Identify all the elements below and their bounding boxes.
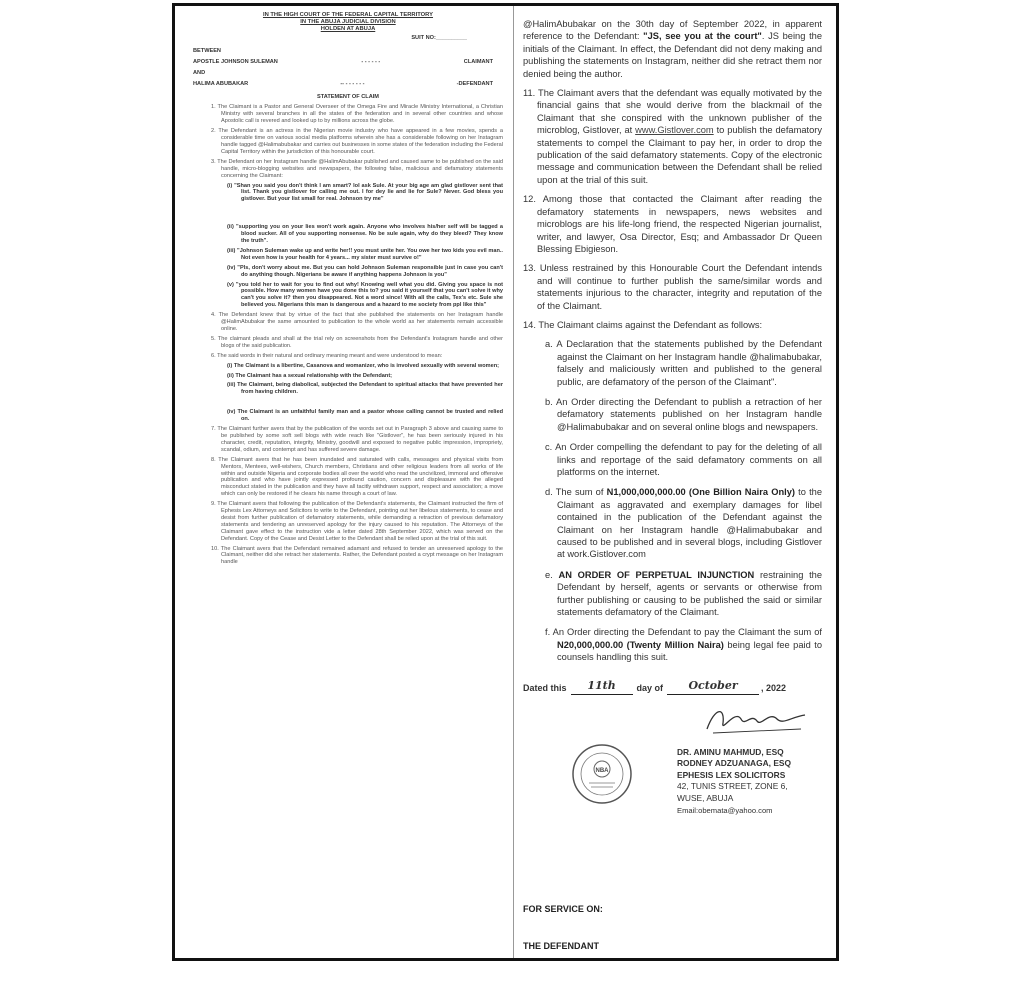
- defendant-name: HALIMA ABUBAKAR: [193, 80, 249, 87]
- statement-of-claim-title: STATEMENT OF CLAIM: [317, 93, 379, 100]
- year-label: , 2022: [761, 683, 787, 694]
- paragraph-3: 3. The Defendant on her Instagram handle @HalimAbubakar published and caused same to be published on the said handle, micro-blogging websites and newspapers, the following false, malicious and defamatory statements concerning the Claimant:: [211, 158, 503, 179]
- quote-5: (v) "you told her to wait for you to find out why! Knowing well what you did. Giving you space is not possible. How many women have you done this to? you said it yourself that you can't solve it why can't you solve it? then you disappeared. Not a word since! With all the calls, Tex's etc. Sule she believed you. Nigerians this man is dangerous and a hazard to me society from ppl like this": [227, 281, 503, 309]
- claim-a: a. A Declaration that the statements published by the Defendant against the Claimant on her Instagram handle @halimabubakar, falsely and maliciously written and published to the general public, are defamatory of the person of the Claimant".: [545, 339, 822, 387]
- and-label: AND: [193, 69, 206, 76]
- claimant-name: APOSTLE JOHNSON SULEMAN: [193, 58, 278, 65]
- gistlover-link: www.Gistlover.com: [635, 125, 714, 136]
- day-handwritten: 11th: [587, 679, 616, 693]
- day-of-label: day of: [636, 683, 664, 694]
- paragraph-7: 7. The Claimant further avers that by the publication of the words set out in Paragraph 3 above and causing same to be published by some soft sell blogs with wide reach like "Gistlover", he has been seriously injured in his character, credit, reputation, integrity, Ministry, goodwill and exposed to negative public impression, impropriety, scandal, odium, and contempt and has suffered severe damage.: [211, 426, 503, 453]
- address-line-2: WUSE, ABUJA: [677, 793, 734, 804]
- claimant-role: CLAIMANT: [463, 58, 493, 65]
- email: Email:obemata@yahoo.com: [677, 805, 773, 815]
- court-title-line3: HOLDEN AT ABUJA: [320, 26, 376, 32]
- defendant-party: [193, 81, 503, 88]
- law-firm: EPHESIS LEX SOLICITORS: [677, 769, 786, 780]
- quote-3: (iii) "Johnson Suleman wake up and write her!! you must unite her. You owe her two kids you evil man.. Not even how is your health for 4 years... my sister must survive o!": [227, 247, 503, 261]
- paragraph-5: 5. The claimant pleads and shall at the trial rely on screenshots from the Defendant's Instagram handle and other blogs of the said publication.: [211, 335, 503, 349]
- month-handwritten: October: [688, 679, 738, 693]
- signature-scribble-icon: [701, 703, 811, 737]
- quote-4: (iv) "Pls, don't worry about me. But you can hold Johnson Suleman responsible just in case you can't do anything though. Nigerians be aware if anything happens Johnson is you": [227, 264, 503, 278]
- the-defendant-label: THE DEFENDANT: [523, 941, 599, 951]
- court-title-line1: IN THE HIGH COURT OF THE FEDERAL CAPITAL TERRITORY: [262, 12, 434, 18]
- between-label: BETWEEN: [193, 47, 221, 54]
- paragraph-12: 12. Among those that contacted the Claimant after reading the defamatory statements in newspapers, news websites and microblogs are his life-long friend, the respected Nigerian journalist, writer, and lawyer, Osa Director, Esq; and Ambassador Dr Queen Blessing Ebigieson.: [523, 194, 822, 254]
- court-title-line2: IN THE ABUJA JUDICIAL DIVISION: [300, 19, 396, 25]
- paragraph-8: 8. The Claimant avers that he has been inundated and saturated with calls, messages and physical visits from Mentors, Mentees, well-wishers, Church members, Christians and other religious leaders from all works of life within and outside Nigeria and corporate bodies all over the world who read the uncivilized, immoral and offensive publication and who have jointly expressed profound caution, concern and displeasure with the alleged misconduct stated in the publication and they have all tacitly withdrawn support, respect and association; a move which can only be restored if he clears his name through a court of law.: [211, 456, 503, 498]
- claimant-party: [193, 59, 503, 66]
- quote-1: (i) "Shan you said you don't think I am smart? lol ask Sule. At your big age am glad gistlover sent that list. Thank you gistlover for calling me out. I for dey lie and lie for Sule? Never. God bless you gistlover. But your list small for real. Johnson try me": [227, 182, 503, 203]
- suit-number: SUIT NO:__________: [411, 35, 467, 41]
- counsel-1: DR. AMINU MAHMUD, ESQ: [677, 746, 784, 757]
- document-page: [172, 3, 839, 961]
- paragraph-11: 11. The Claimant avers that the defendant was equally motivated by the financial gains that she would derive from the blackmail of the Claimant that she conspired with the unknown publisher of the microblog, Gistlover, at www.Gistlover.com to publish the defamatory statements to compel the Claimant to pay her, in order to drop the publication of the said defamatory statements. Copy of the electronic message and communication between the Defendant shall be relied upon at the trial of this suit.: [523, 88, 822, 185]
- paragraph-10: 10. The Claimant avers that the Defendant remained adamant and refused to tender an unreserved apology to the Claimant, neither did she retract her statements. Rather, the Defendant posted a crypt message on her Instagram handle: [211, 545, 503, 566]
- claim-d: d. The sum of N1,000,000,000.00 (One Billion Naira Only) to the Claimant as aggravated and exemplary damages for libel contained in the publication of the Defendant against the Claimant on her Instagram handle @Halimabubakar and caused to be published and in several blogs, including Gistlover at work.Gistlover.com: [545, 487, 822, 560]
- defendant-role: -DEFENDANT: [456, 80, 493, 87]
- claim-b: b. An Order directing the Defendant to publish a retraction of her defamatory statements published on her Instagram handle @Halimabubakar and on several online blogs and newspapers.: [545, 396, 822, 432]
- claim-c: c. An Order compelling the defendant to pay for the deleting of all links and reportage of the said defamatory comments on all platforms on the internet.: [545, 442, 822, 477]
- month-blank: [667, 679, 759, 695]
- paragraph-6: 6. The said words in their natural and ordinary meaning meant and were understood to mean:: [211, 352, 443, 359]
- signature-block: [523, 703, 822, 815]
- svg-text:NBA: NBA: [595, 767, 609, 774]
- paragraph-14: 14. The Claimant claims against the Defendant as follows:: [523, 319, 763, 330]
- paragraph-10-continued: @HalimAbubakar on the 30th day of September 2022, in apparent reference to the Defendant: "JS, see you at the court". JS being the initials of the Claimant. In effect, the Defendant did not deny making and publishing the statements on Instagram, neither did she retract them nor denied being the author.: [523, 19, 822, 79]
- day-blank: [571, 679, 633, 695]
- paragraph-1: 1. The Claimant is a Pastor and General Overseer of the Omega Fire and Miracle Ministry International, a Christian Ministry with several branches in all the states of the federation and in several other countries and whose Apostolic call is revered and looked up to by millions across the globe.: [211, 104, 503, 125]
- defendant-dashes: -- - - - - - -: [340, 80, 365, 87]
- claim-f: f. An Order directing the Defendant to pay the Claimant the sum of N20,000,000.00 (Twenty Million Naira) being legal fee paid to counsels handling this suit.: [545, 627, 822, 663]
- meaning-2: (ii) The Claimant has a sexual relationship with the Defendant;: [227, 372, 393, 379]
- meaning-4: (iv) The Claimant is an unfaithful family man and a pastor whose calling cannot be trusted and relied on.: [227, 409, 503, 423]
- claimant-dashes: - - - - - -: [361, 58, 381, 65]
- spacer: [193, 206, 503, 224]
- paragraph-4: 4. The Defendant knew that by virtue of the fact that she published the statements on her Instagram handle @HalimAbubakar the same amounted to publication to the whole world as her statements remain accessible online.: [211, 312, 503, 332]
- meaning-1: (i) The Claimant is a libertine, Casanova and womanizer, who is involved sexually with several women;: [227, 362, 499, 369]
- spacer: [193, 399, 503, 409]
- left-column: [175, 6, 515, 958]
- paragraph-9: 9. The Claimant avers that following the publication of the Defendant's statements, the Claimant instructed the firm of Ephesis Lex Attorneys and Solicitors to write to the Defendant, pointing out her libelous statements, to cease and desist from further publication of defamatory statements, while demanding a retraction of previous defamatory statements and tendering an unreserved apology for the injury caused to his reputation. The Attorneys of the Claimant gave effect to the instruction vide a letter dated 28th September 2022, which was served on the Defendant. Copy of the Cease and Desist Letter to the Defendant shall be relied upon at the trial of this suit.: [211, 501, 503, 542]
- for-service-on: FOR SERVICE ON:: [523, 904, 603, 914]
- paragraph-13: 13. Unless restrained by this Honourable Court the Defendant intends and will continue to further publish the same/similar words and statements injurious to the character, integrity and reputation of the of the Claimant.: [523, 263, 822, 311]
- dated-this-label: Dated this: [523, 683, 567, 694]
- date-line: [523, 679, 822, 695]
- counsel-details: [677, 747, 791, 817]
- claim-e: e. AN ORDER OF PERPETUAL INJUNCTION restraining the Defendant by herself, agents or servants or otherwise from further publishing or causing to be published the said or similar statements defamatory of the Claimant.: [545, 569, 823, 618]
- address-line-1: 42, TUNIS STREET, ZONE 6,: [677, 781, 788, 792]
- meaning-3: (iii) The Claimant, being diabolical, subjected the Defendant to spiritual attacks that have prevented her from having children.: [227, 382, 503, 396]
- counsel-2: RODNEY ADZUANAGA, ESQ: [677, 758, 792, 769]
- paragraph-2: 2. The Defendant is an actress in the Nigerian movie industry who have appeared in a few movies, spends a considerable time on various social media platforms wherein she has a considerable following on her Instagram handle tagged @Halimabubakar and carries out businesses in some states of the federation including the Federal Capital Territory within the jurisdiction of this honourable court.: [211, 128, 503, 155]
- nba-seal-icon: [571, 743, 633, 805]
- right-column: [515, 6, 836, 958]
- quote-2: (ii) "supporting you on your lies won't work again. Anyone who involves his/her self will be tagged a blood sucker. All of you supporting nonsense. No be sule again, why do they bleed? They know the truth".: [227, 224, 503, 245]
